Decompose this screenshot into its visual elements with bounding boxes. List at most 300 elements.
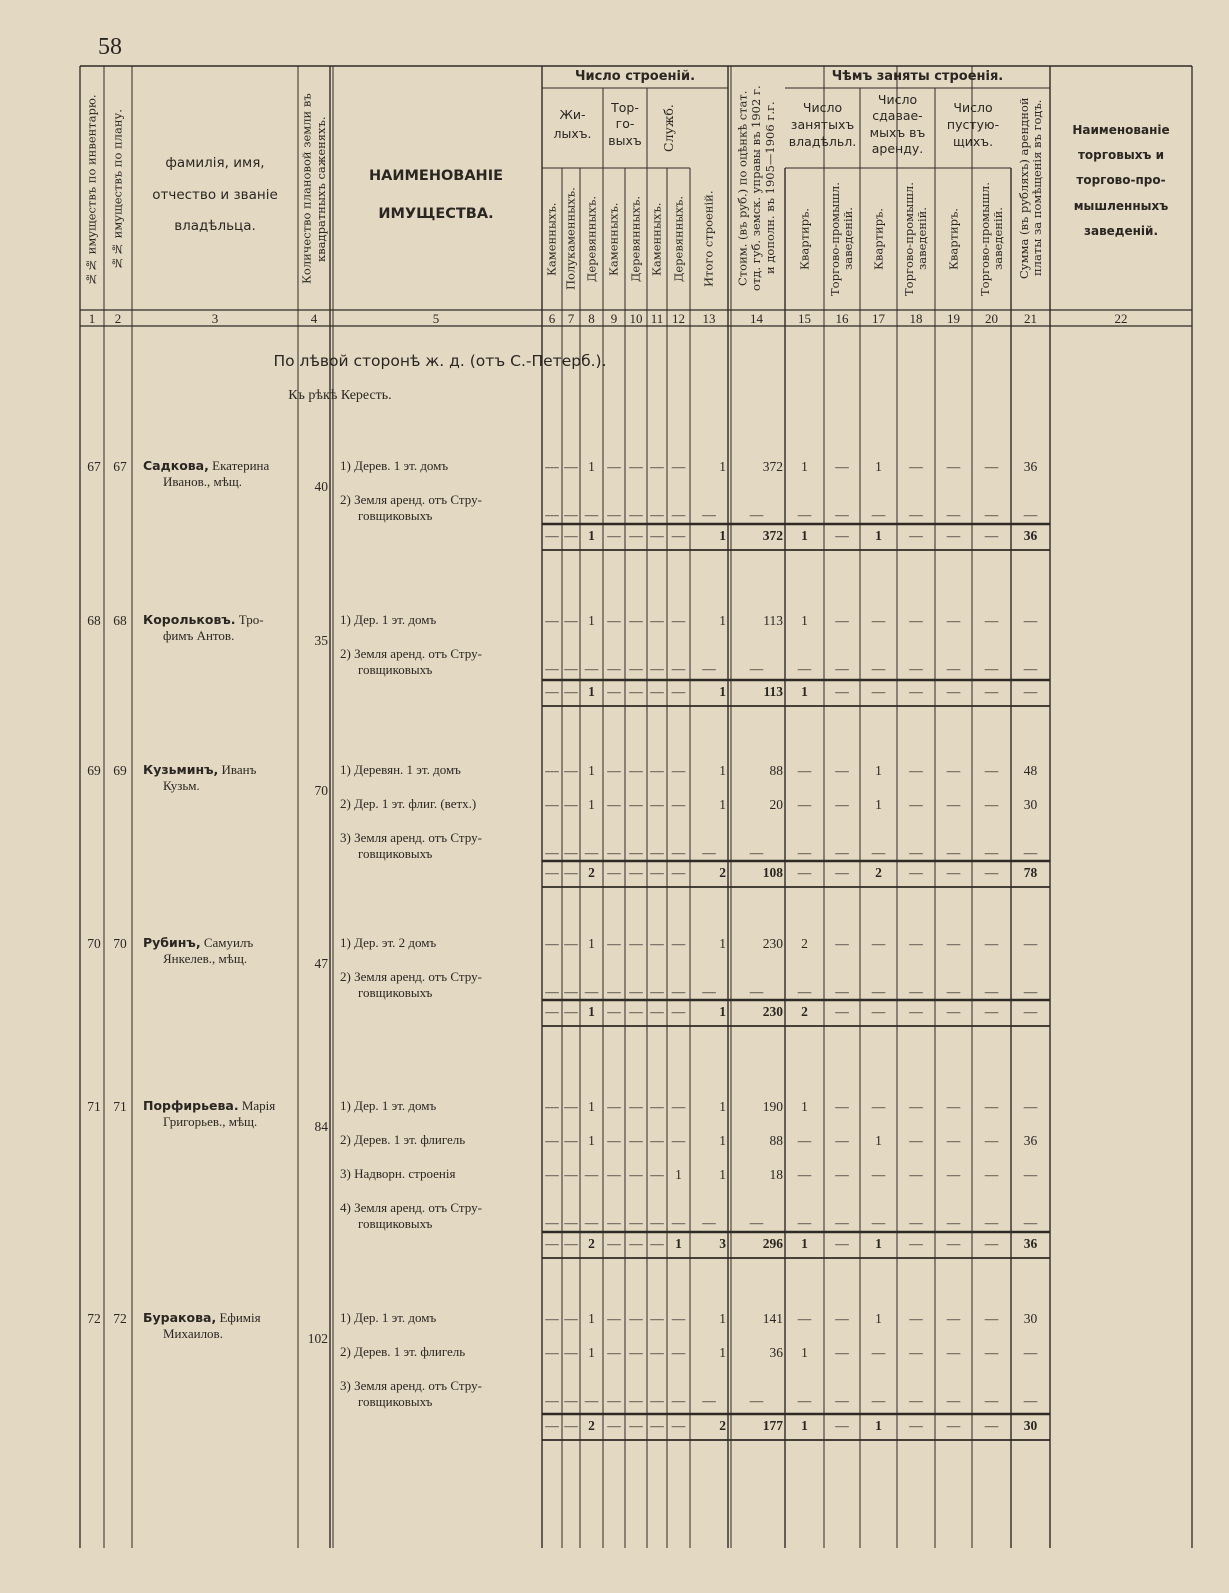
dash-cell: —: [650, 1004, 664, 1019]
dash-cell: —: [650, 613, 664, 628]
value-cell: 372: [762, 459, 783, 474]
dash-cell: —: [607, 459, 621, 474]
header-land-area: Количество плановой земли въ квадратныхъ саженяхъ.: [299, 93, 328, 285]
owner-name: Порфирьева. Марія Григорьев., мѣщ.: [143, 1098, 276, 1130]
dash-cell: —: [702, 845, 716, 860]
dash-cell: —: [797, 763, 812, 778]
dash-cell: —: [545, 528, 559, 543]
dash-cell: —: [650, 1311, 664, 1326]
column-number: 22: [1114, 311, 1128, 326]
dash-cell: —: [1023, 1345, 1038, 1360]
dash-cell: —: [545, 1393, 559, 1408]
inventory-number: 67: [87, 459, 101, 474]
dash-cell: —: [871, 1393, 886, 1408]
owner-name: Садкова, Екатерина Иванов., мѣщ.: [143, 458, 270, 490]
dash-cell: —: [946, 865, 961, 880]
dash-cell: —: [871, 984, 886, 999]
dash-cell: —: [871, 1215, 886, 1230]
dash-cell: —: [909, 1345, 923, 1360]
dash-cell: —: [1023, 1393, 1038, 1408]
dash-cell: —: [545, 1004, 559, 1019]
dash-cell: —: [545, 763, 559, 778]
dash-cell: —: [1023, 845, 1038, 860]
dash-cell: —: [946, 1418, 961, 1433]
dash-cell: —: [671, 528, 686, 543]
land-area: 70: [314, 783, 328, 798]
value-cell: 1: [875, 797, 882, 812]
dash-cell: —: [797, 865, 812, 880]
subtotal-cell: 2: [588, 1236, 595, 1251]
value-cell: 113: [763, 613, 783, 628]
value-cell: 1: [801, 1099, 808, 1114]
dash-cell: —: [835, 613, 849, 628]
dash-cell: —: [564, 984, 578, 999]
dash-cell: —: [607, 1393, 621, 1408]
dash-cell: —: [835, 528, 849, 543]
dash-cell: —: [909, 459, 923, 474]
value-cell: 1: [719, 613, 726, 628]
dash-cell: —: [909, 1418, 923, 1433]
dash-cell: —: [564, 1236, 578, 1251]
dash-cell: —: [545, 1236, 559, 1251]
dash-cell: —: [1023, 613, 1038, 628]
dash-cell: —: [671, 763, 686, 778]
header-total-buildings: Итого строеній.: [701, 190, 716, 288]
header-trade-est-col-18: Торгово-промышл. заведеній.: [901, 182, 929, 296]
column-number: 5: [432, 311, 440, 326]
value-cell: 1: [588, 936, 595, 951]
value-cell: 1: [801, 459, 808, 474]
dash-cell: —: [946, 1167, 961, 1182]
column-number: 20: [985, 311, 998, 326]
dash-cell: —: [909, 1215, 923, 1230]
dash-cell: —: [564, 1004, 578, 1019]
dash-cell: —: [946, 797, 961, 812]
header-col-12: Деревянныхъ.: [670, 196, 685, 282]
value-cell: 2: [801, 936, 808, 951]
dash-cell: —: [564, 613, 578, 628]
value-cell: 1: [801, 1345, 808, 1360]
land-area: 102: [307, 1331, 328, 1346]
subtotal-cell: 3: [719, 1236, 726, 1251]
dash-cell: —: [835, 1345, 849, 1360]
dash-cell: —: [650, 865, 664, 880]
dash-cell: —: [650, 1215, 664, 1230]
property-item: 2) Земля аренд. отъ Стру- говщиковыхъ: [340, 492, 482, 523]
header-trade-est-col-20: Торгово-промышл. заведеній.: [977, 182, 1005, 296]
dash-cell: —: [629, 763, 643, 778]
dash-cell: —: [629, 797, 643, 812]
dash-cell: —: [984, 1345, 999, 1360]
header-trade: Тор- го- выхъ: [608, 100, 642, 148]
dash-cell: —: [797, 1215, 812, 1230]
dash-cell: —: [629, 1418, 643, 1433]
value-cell: 36: [769, 1345, 783, 1360]
subtotal-cell: 2: [719, 1418, 726, 1433]
dash-cell: —: [946, 1133, 961, 1148]
column-number: 13: [702, 311, 716, 326]
dash-cell: —: [629, 1236, 643, 1251]
dash-cell: —: [984, 1418, 999, 1433]
dash-cell: —: [946, 1311, 961, 1326]
value-cell: 1: [719, 1167, 726, 1182]
header-inventory-number: №№ имуществъ по инвентарю.: [84, 94, 99, 286]
dash-cell: —: [984, 1236, 999, 1251]
subtotal-cell: 2: [801, 1004, 808, 1019]
dash-cell: —: [797, 661, 812, 676]
subtotal-cell: 108: [762, 865, 783, 880]
header-col-11: Каменныхъ.: [649, 202, 664, 276]
dash-cell: —: [607, 1099, 621, 1114]
dash-cell: —: [607, 1167, 621, 1182]
dash-cell: —: [564, 936, 578, 951]
subtotal-cell: 372: [762, 528, 783, 543]
header-empty: Число пустую- щихъ.: [946, 100, 1000, 149]
dash-cell: —: [946, 507, 961, 522]
dash-cell: —: [650, 684, 664, 699]
dash-cell: —: [629, 1345, 643, 1360]
dash-cell: —: [702, 984, 716, 999]
dash-cell: —: [607, 1215, 621, 1230]
dash-cell: —: [1023, 1215, 1038, 1230]
dash-cell: —: [629, 1133, 643, 1148]
dash-cell: —: [629, 1215, 643, 1230]
dash-cell: —: [564, 763, 578, 778]
dash-cell: —: [545, 1133, 559, 1148]
header-col-9: Каменныхъ.: [606, 202, 621, 276]
dash-cell: —: [702, 507, 716, 522]
column-number: 1: [88, 311, 96, 326]
property-item: 1) Дерев. 1 эт. домъ: [340, 458, 449, 473]
dash-cell: —: [671, 1133, 686, 1148]
dash-cell: —: [1023, 684, 1038, 699]
owner-name: Рубинъ, Самуилъ Янкелев., мѣщ.: [143, 935, 254, 967]
dash-cell: —: [909, 1099, 923, 1114]
property-item: 1) Дер. 1 эт. домъ: [340, 1310, 437, 1325]
column-number: 7: [567, 311, 575, 326]
property-item: 4) Земля аренд. отъ Стру- говщиковыхъ: [340, 1200, 482, 1231]
dash-cell: —: [671, 1311, 686, 1326]
dash-cell: —: [584, 661, 599, 676]
occupancy-group-header: Чѣмъ заняты строенія.: [831, 69, 1004, 84]
dash-cell: —: [545, 1311, 559, 1326]
value-cell: 1: [719, 1345, 726, 1360]
value-cell: 1: [719, 936, 726, 951]
property-item: 1) Дер. эт. 2 домъ: [340, 935, 437, 950]
dash-cell: —: [871, 1004, 886, 1019]
header-col-6: Каменныхъ.: [544, 202, 559, 276]
land-area: 40: [314, 479, 328, 494]
dash-cell: —: [650, 528, 664, 543]
inventory-number: 71: [87, 1099, 101, 1114]
subtotal-cell: 36: [1023, 528, 1038, 543]
dash-cell: —: [1023, 507, 1038, 522]
dash-cell: —: [702, 1393, 716, 1408]
dash-cell: —: [984, 984, 999, 999]
dash-cell: —: [629, 613, 643, 628]
dash-cell: —: [835, 684, 849, 699]
value-cell: 30: [1023, 797, 1038, 812]
header-residential: Жи- лыхъ.: [553, 107, 592, 141]
dash-cell: —: [607, 1133, 621, 1148]
dash-cell: —: [946, 1236, 961, 1251]
dash-cell: —: [545, 684, 559, 699]
subtotal-cell: 1: [801, 528, 808, 543]
dash-cell: —: [909, 528, 923, 543]
dash-cell: —: [584, 984, 599, 999]
column-number: 16: [835, 311, 849, 326]
dash-cell: —: [871, 613, 886, 628]
dash-cell: —: [909, 984, 923, 999]
dash-cell: —: [584, 1215, 599, 1230]
header-annual-rent: Сумма (въ рубляхъ) арендной платы за помѣщенія въ годъ.: [1016, 97, 1044, 279]
value-cell: 1: [719, 763, 726, 778]
dash-cell: —: [835, 661, 849, 676]
dash-cell: —: [564, 1167, 578, 1182]
dash-cell: —: [545, 661, 559, 676]
dash-cell: —: [835, 1311, 849, 1326]
plan-number: 69: [113, 763, 127, 778]
dash-cell: —: [650, 1345, 664, 1360]
subtotal-cell: 2: [588, 865, 595, 880]
dash-cell: —: [946, 1215, 961, 1230]
column-number: 9: [610, 311, 618, 326]
dash-cell: —: [835, 1215, 849, 1230]
dash-cell: —: [871, 507, 886, 522]
dash-cell: —: [946, 1099, 961, 1114]
column-number: 6: [548, 311, 556, 326]
dash-cell: —: [629, 1004, 643, 1019]
dash-cell: —: [650, 1167, 664, 1182]
value-cell: 36: [1023, 1133, 1038, 1148]
dash-cell: —: [749, 1393, 764, 1408]
subtotal-cell: 2: [875, 865, 882, 880]
dash-cell: —: [564, 845, 578, 860]
dash-cell: —: [671, 684, 686, 699]
dash-cell: —: [545, 1215, 559, 1230]
value-cell: 1: [875, 1133, 882, 1148]
plan-number: 72: [113, 1311, 127, 1326]
column-number: 3: [211, 311, 219, 326]
subtotal-cell: 1: [875, 1236, 882, 1251]
dash-cell: —: [564, 1099, 578, 1114]
value-cell: 1: [588, 613, 595, 628]
column-number: 8: [588, 311, 595, 326]
header-owner-occupied: Число занятыхъ владѣльл.: [788, 100, 857, 149]
dash-cell: —: [835, 1236, 849, 1251]
dash-cell: —: [671, 936, 686, 951]
subsection-title: Къ рѣкѣ Кересть.: [288, 388, 392, 403]
dash-cell: —: [671, 459, 686, 474]
dash-cell: —: [607, 763, 621, 778]
property-item: 1) Дер. 1 эт. домъ: [340, 612, 437, 627]
dash-cell: —: [650, 459, 664, 474]
dash-cell: —: [607, 613, 621, 628]
dash-cell: —: [1023, 984, 1038, 999]
dash-cell: —: [1023, 1004, 1038, 1019]
dash-cell: —: [946, 984, 961, 999]
dash-cell: —: [909, 1393, 923, 1408]
dash-cell: —: [946, 1393, 961, 1408]
dash-cell: —: [946, 936, 961, 951]
dash-cell: —: [607, 936, 621, 951]
dash-cell: —: [984, 684, 999, 699]
dash-cell: —: [835, 797, 849, 812]
column-number: 17: [872, 311, 885, 326]
header-rented: Число сдавае- мыхъ въ аренду.: [869, 92, 926, 156]
owner-name: Буракова, Ефимія Михаилов.: [143, 1310, 261, 1342]
dash-cell: —: [797, 507, 812, 522]
value-cell: 18: [769, 1167, 783, 1182]
dash-cell: —: [671, 984, 686, 999]
header-col-8: Деревянныхъ.: [583, 196, 598, 282]
owner-name: Корольковъ. Тро- фимъ Антов.: [143, 612, 264, 644]
dash-cell: —: [835, 1167, 849, 1182]
value-cell: 1: [588, 1345, 595, 1360]
column-number: 12: [672, 311, 685, 326]
subtotal-cell: 1: [719, 1004, 726, 1019]
value-cell: 1: [719, 1099, 726, 1114]
dash-cell: —: [871, 936, 886, 951]
page-number: 58: [98, 34, 122, 60]
dash-cell: —: [671, 1345, 686, 1360]
header-owner-name: фамилія, имя, отчество и званіе владѣльца.: [152, 155, 278, 235]
subtotal-cell: 1: [801, 1418, 808, 1433]
subtotal-cell: 2: [719, 865, 726, 880]
dash-cell: —: [984, 459, 999, 474]
header-service: Служб.: [660, 104, 676, 152]
dash-cell: —: [946, 613, 961, 628]
dash-cell: —: [629, 984, 643, 999]
dash-cell: —: [946, 1004, 961, 1019]
dash-cell: —: [984, 661, 999, 676]
dash-cell: —: [671, 865, 686, 880]
dash-cell: —: [545, 1345, 559, 1360]
dash-cell: —: [797, 797, 812, 812]
header-apartments-col-15: Квартиръ.: [796, 208, 811, 270]
dash-cell: —: [946, 528, 961, 543]
header-apartments-col-17: Квартиръ.: [870, 208, 885, 270]
subtotal-cell: 30: [1023, 1418, 1038, 1433]
value-cell: 30: [1023, 1311, 1038, 1326]
dash-cell: —: [835, 1004, 849, 1019]
value-cell: 1: [719, 1133, 726, 1148]
dash-cell: —: [564, 661, 578, 676]
dash-cell: —: [984, 1099, 999, 1114]
dash-cell: —: [984, 1004, 999, 1019]
dash-cell: —: [564, 1345, 578, 1360]
dash-cell: —: [629, 459, 643, 474]
value-cell: 141: [762, 1311, 783, 1326]
dash-cell: —: [946, 763, 961, 778]
dash-cell: —: [984, 763, 999, 778]
dash-cell: —: [607, 845, 621, 860]
dash-cell: —: [835, 845, 849, 860]
dash-cell: —: [629, 865, 643, 880]
subtotal-cell: 1: [801, 1236, 808, 1251]
dash-cell: —: [871, 1167, 886, 1182]
dash-cell: —: [629, 507, 643, 522]
value-cell: 48: [1023, 763, 1038, 778]
dash-cell: —: [629, 528, 643, 543]
value-cell: 1: [588, 797, 595, 812]
dash-cell: —: [835, 1099, 849, 1114]
dash-cell: —: [671, 661, 686, 676]
dash-cell: —: [650, 984, 664, 999]
dash-cell: —: [629, 684, 643, 699]
dash-cell: —: [564, 865, 578, 880]
property-item: 2) Дерев. 1 эт. флигель: [340, 1132, 466, 1147]
dash-cell: —: [984, 1133, 999, 1148]
dash-cell: —: [702, 1215, 716, 1230]
dash-cell: —: [909, 613, 923, 628]
dash-cell: —: [909, 1004, 923, 1019]
dash-cell: —: [545, 613, 559, 628]
dash-cell: —: [545, 1167, 559, 1182]
header-establishments: Наименованіе торговыхъ и торгово-про- мышленныхъ заведеній.: [1072, 123, 1170, 238]
header-apartments-col-19: Квартиръ.: [945, 208, 960, 270]
dash-cell: —: [871, 1345, 886, 1360]
dash-cell: —: [584, 1393, 599, 1408]
property-item: 3) Земля аренд. отъ Стру- говщиковыхъ: [340, 830, 482, 861]
land-area: 84: [314, 1119, 328, 1134]
dash-cell: —: [909, 845, 923, 860]
dash-cell: —: [564, 507, 578, 522]
dash-cell: —: [607, 1004, 621, 1019]
value-cell: 1: [588, 1099, 595, 1114]
dash-cell: —: [564, 684, 578, 699]
dash-cell: —: [671, 845, 686, 860]
dash-cell: —: [607, 1236, 621, 1251]
dash-cell: —: [909, 1311, 923, 1326]
dash-cell: —: [564, 528, 578, 543]
dash-cell: —: [671, 613, 686, 628]
buildings-group-header: Число строеній.: [574, 69, 696, 84]
column-number: 18: [909, 311, 923, 326]
dash-cell: —: [749, 507, 764, 522]
dash-cell: —: [1023, 1167, 1038, 1182]
value-cell: 1: [875, 1311, 882, 1326]
dash-cell: —: [650, 1236, 664, 1251]
dash-cell: —: [545, 936, 559, 951]
dash-cell: —: [1023, 936, 1038, 951]
inventory-number: 72: [87, 1311, 101, 1326]
dash-cell: —: [607, 684, 621, 699]
header-trade-est-col-16: Торгово-промышл. заведеній.: [827, 182, 855, 296]
dash-cell: —: [1023, 661, 1038, 676]
dash-cell: —: [909, 1236, 923, 1251]
dash-cell: —: [835, 1418, 849, 1433]
value-cell: 190: [762, 1099, 783, 1114]
dash-cell: —: [650, 936, 664, 951]
inventory-number: 68: [87, 613, 101, 628]
dash-cell: —: [871, 684, 886, 699]
dash-cell: —: [650, 1418, 664, 1433]
subtotal-cell: 177: [762, 1418, 783, 1433]
dash-cell: —: [797, 984, 812, 999]
dash-cell: —: [650, 845, 664, 860]
dash-cell: —: [545, 1099, 559, 1114]
column-number: 19: [947, 311, 960, 326]
dash-cell: —: [871, 845, 886, 860]
dash-cell: —: [835, 459, 849, 474]
dash-cell: —: [671, 1099, 686, 1114]
value-cell: 1: [719, 797, 726, 812]
dash-cell: —: [671, 1418, 686, 1433]
dash-cell: —: [650, 797, 664, 812]
dash-cell: —: [584, 1167, 599, 1182]
dash-cell: —: [909, 684, 923, 699]
